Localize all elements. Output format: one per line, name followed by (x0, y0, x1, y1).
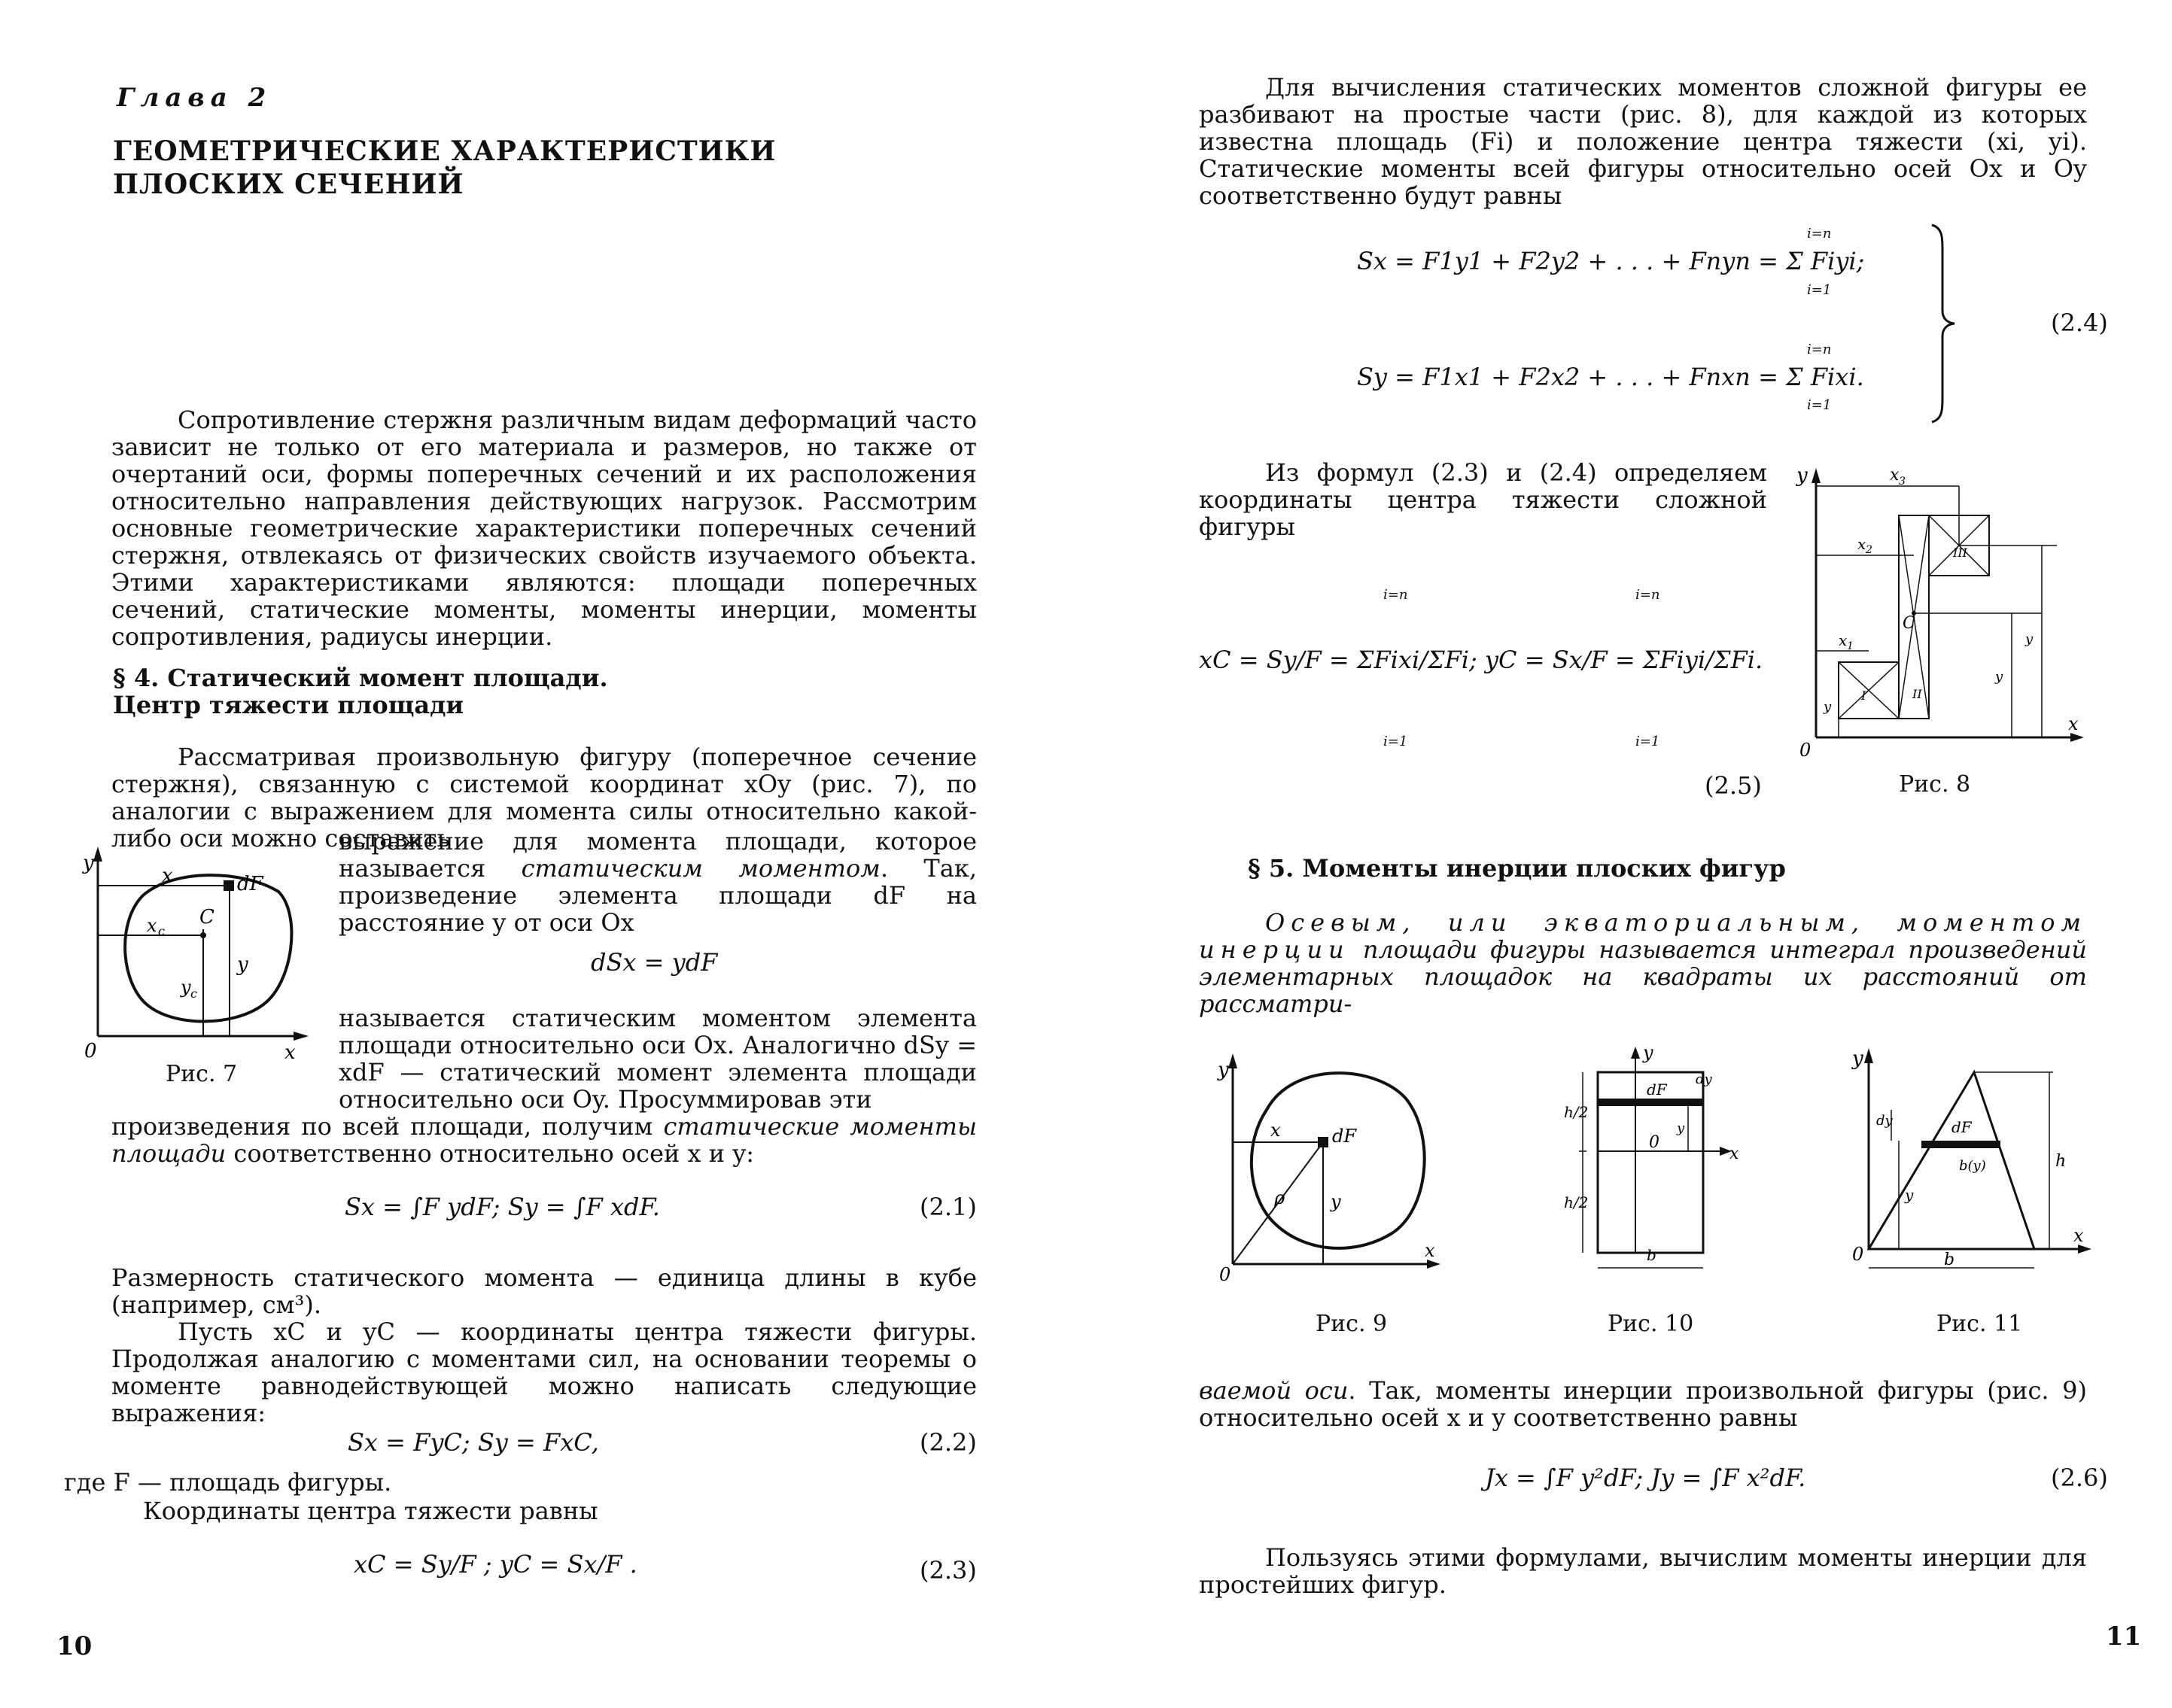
sum-lower-2-5b: i=1 (1635, 734, 1660, 749)
formula-2-4b: Sy = F1x1 + F2x2 + . . . + Fnxn = Σ Fixi. (1357, 363, 1864, 391)
svg-text:0: 0 (1852, 1244, 1864, 1265)
figure-7-caption: Рис. 7 (166, 1061, 238, 1087)
p2-emphasis: статическим моментом (521, 854, 881, 883)
sum-lower-2-4b: i=1 (1807, 397, 1832, 413)
svg-text:y: y (1677, 1120, 1685, 1136)
formula-2-3: xC = Sy/F ; yC = Sx/F . (354, 1550, 637, 1579)
equation-number-2-2: (2.2) (920, 1428, 977, 1457)
figure-10 (1553, 1042, 1763, 1275)
equation-number-2-1: (2.1) (920, 1193, 977, 1221)
svg-text:h/2: h/2 (1564, 1193, 1589, 1211)
svg-text:II: II (1912, 687, 1922, 701)
svg-text:b: b (1944, 1251, 1955, 1269)
right-page (1086, 0, 2172, 1708)
svg-text:III: III (1953, 546, 1967, 560)
p2-text-b: . Так, произведение элемента площади dF на расстояние y от оси Ox (339, 854, 977, 937)
equation-number-2-6: (2.6) (2051, 1463, 2108, 1492)
svg-text:x: x (147, 915, 157, 936)
svg-text:3: 3 (1899, 476, 1906, 488)
svg-text:C: C (199, 906, 214, 928)
svg-text:y: y (1643, 1042, 1653, 1063)
svg-text:dF: dF (1332, 1126, 1357, 1147)
svg-text:0: 0 (84, 1040, 97, 1062)
figure-11-drawing (1839, 1042, 2094, 1283)
formula-2-1: Sx = ∫F ydF; Sy = ∫F xdF. (345, 1193, 660, 1221)
paragraph-simplest-figures: Пользуясь этими формулами, вычислим моменты инерции для простейших фигур. (1199, 1543, 2087, 1599)
sum-lower-2-4a: i=1 (1807, 282, 1832, 298)
svg-text:h/2: h/2 (1564, 1103, 1589, 1121)
p4-emphasis: статические моменты площади (111, 1112, 978, 1168)
section5-heading: § 5. Моменты инерции плоских фигур (1248, 854, 1786, 883)
equation-number-2-3: (2.3) (920, 1556, 977, 1585)
svg-text:x: x (1729, 1144, 1739, 1163)
p4-text-b: соответственно относительно осей x и y: (226, 1139, 755, 1168)
figure-10-caption: Рис. 10 (1608, 1311, 1694, 1337)
svg-text:x: x (1890, 466, 1900, 485)
svg-text:2: 2 (1866, 544, 1872, 556)
figure-7 (75, 839, 331, 1080)
figure-11 (1839, 1042, 2094, 1283)
section4-heading-line2: Центр тяжести площади (113, 691, 464, 719)
svg-text:x: x (1425, 1240, 1435, 1261)
paragraph-from-formulas: Из формул (2.3) и (2.4) определяем координаты центра тяжести сложной фигуры (1199, 458, 1767, 541)
intro-paragraph: Сопротивление стержня различным видам деформаций часто зависит не только от его материала и размеров, но также от очертаний оси, формы поперечных сечений и их расположения относительно направления действующих нагрузок. Рассмотрим основные геометрические характеристики поперечных сечений стержня, отвлекаясь от физических свойств изучаемого объекта. Этими характеристиками являются: площади поперечных сечений, статические моменты, моменты инерции, моменты сопротивления, радиусы инерции. (111, 406, 977, 651)
svg-text:x: x (1270, 1120, 1281, 1141)
svg-text:x: x (1857, 535, 1866, 553)
svg-text:y: y (1824, 699, 1832, 715)
svg-text:c: c (190, 986, 197, 1001)
svg-text:y: y (1218, 1059, 1229, 1081)
paragraph-center-coords: Пусть xC и yC — координаты центра тяжести фигуры. Продолжая аналогию с моментами сил, на основании теоремы о моменте равнодействующей можно написать следующие выражения: (111, 1317, 977, 1427)
svg-text:0: 0 (1799, 740, 1812, 760)
p4-text-a: произведения по всей площади, получим (111, 1112, 664, 1141)
svg-text:0: 0 (1649, 1133, 1659, 1152)
figure-7-drawing (75, 839, 331, 1080)
svg-text:y: y (83, 852, 94, 874)
svg-text:y: y (1796, 464, 1808, 487)
figure-8 (1786, 459, 2087, 760)
svg-text:y: y (1852, 1047, 1863, 1070)
equation-number-2-4: (2.4) (2051, 308, 2108, 337)
svg-text:y: y (2025, 631, 2034, 647)
figure-9 (1210, 1046, 1459, 1287)
svg-text:ρ: ρ (1274, 1187, 1285, 1208)
figure-10-drawing (1553, 1042, 1763, 1275)
svg-text:I: I (1861, 688, 1866, 703)
svg-text:x: x (2073, 1225, 2084, 1246)
svg-text:b(y): b(y) (1959, 1158, 1986, 1174)
paragraph-where-F: где F — площадь фигуры. (64, 1468, 392, 1497)
paragraph-sum-area (111, 1113, 977, 1167)
sum-upper-2-4b: i=n (1807, 342, 1832, 357)
svg-text:y: y (1995, 669, 2003, 685)
page-number-right: 11 (2106, 1621, 2142, 1652)
svg-text:y: y (181, 977, 191, 998)
svg-text:dF: dF (1647, 1080, 1667, 1099)
paragraph-center-equal: Координаты центра тяжести равны (143, 1497, 598, 1525)
svg-text:b: b (1647, 1246, 1656, 1264)
brace-2-4 (1929, 222, 1959, 425)
figure-9-drawing (1210, 1046, 1459, 1287)
svg-text:x: x (162, 865, 173, 887)
sum-upper-2-4a: i=n (1807, 226, 1832, 242)
svg-text:c: c (158, 924, 165, 938)
definition-body: площади фигуры называется интеграл произведений элементарных площадок на квадраты их расстояний от рассматри- (1199, 935, 2088, 1018)
formula-2-6: Jx = ∫F y²dF; Jy = ∫F x²dF. (1485, 1463, 1806, 1492)
sum-upper-2-5b: i=n (1635, 587, 1660, 603)
svg-text:x: x (2068, 713, 2079, 734)
figure-8-drawing (1786, 459, 2087, 760)
svg-text:dF: dF (237, 873, 263, 895)
svg-text:1: 1 (1847, 640, 1854, 652)
svg-text:x: x (1839, 631, 1848, 649)
svg-text:dy: dy (1696, 1071, 1712, 1087)
page-number-left: 10 (56, 1631, 93, 1661)
svg-text:h: h (2055, 1152, 2067, 1171)
paragraph-static-moment-def (339, 828, 977, 936)
p3-emphasis: ваемой оси (1199, 1376, 1349, 1405)
paragraph-moment-inertia-def (1199, 909, 2087, 1017)
figure-8-caption: Рис. 8 (1899, 771, 1971, 798)
section4-heading-line1: § 4. Статический момент площади. (113, 664, 608, 692)
svg-text:dy: dy (1876, 1113, 1893, 1129)
chapter-title-line2: ПЛОСКИХ СЕЧЕНИЙ (113, 169, 464, 200)
paragraph-complex-figure: Для вычисления статических моментов сложной фигуры ее разбивают на простые части (рис. 8), для каждой из которых известна площадь (Fi) и положение центра тяжести (xi, yi). Статические моменты всей фигуры относительно осей Ox и Oy соответственно будут равны (1199, 73, 2087, 210)
formula-2-5: xC = Sy/F = ΣFixi/ΣFi; yC = Sx/F = ΣFiyi/ΣFi. (1199, 646, 1763, 674)
svg-text:C: C (1903, 614, 1915, 633)
svg-text:dF: dF (1951, 1118, 1972, 1136)
svg-text:0: 0 (1219, 1264, 1231, 1285)
definition-term: Осевым, или экваториальным, моментом инерции (1199, 908, 2087, 964)
formula-dSx: dSx = ydF (591, 948, 718, 977)
sum-upper-2-5a: i=n (1383, 587, 1408, 603)
figure-9-caption: Рис. 9 (1316, 1311, 1388, 1337)
paragraph-static-moment-element: называется статическим моментом элемента площади относительно оси Ox. Аналогично dSy = xdF — статический момент элемента площади относительно оси Oy. Просуммировав эти (339, 1004, 977, 1114)
formula-2-4a: Sx = F1y1 + F2y2 + . . . + Fnyn = Σ Fiyi; (1357, 247, 1865, 275)
sum-lower-2-5a: i=1 (1383, 734, 1408, 749)
p3-text: . Так, моменты инерции произвольной фигуры (рис. 9) относительно осей x и y соответственно равны (1199, 1376, 2087, 1432)
svg-text:x: x (284, 1041, 296, 1064)
svg-text:y: y (1905, 1186, 1914, 1204)
svg-text:y: y (237, 953, 248, 976)
p2-text-a: выражение для момента площади, которое называется (339, 827, 977, 883)
paragraph-intro-xoy: Рассматривая произвольную фигуру (поперечное сечение стержня), связанную с системой координат xOy (рис. 7), по аналогии с выражением для момента силы относительно какой-либо оси можно составить (111, 743, 977, 852)
paragraph-dimension: Размерность статического момента — единица длины в кубе (например, см³). (111, 1263, 977, 1319)
chapter-title-line1: ГЕОМЕТРИЧЕСКИЕ ХАРАКТЕРИСТИКИ (113, 135, 777, 167)
figure-11-caption: Рис. 11 (1936, 1311, 2023, 1337)
equation-number-2-5: (2.5) (1705, 771, 1762, 800)
formula-2-2: Sx = FyC; Sy = FxC, (348, 1428, 599, 1457)
paragraph-inertia-arbitrary (1199, 1377, 2087, 1431)
chapter-label: Глава 2 (117, 83, 272, 113)
svg-text:y: y (1331, 1191, 1341, 1212)
